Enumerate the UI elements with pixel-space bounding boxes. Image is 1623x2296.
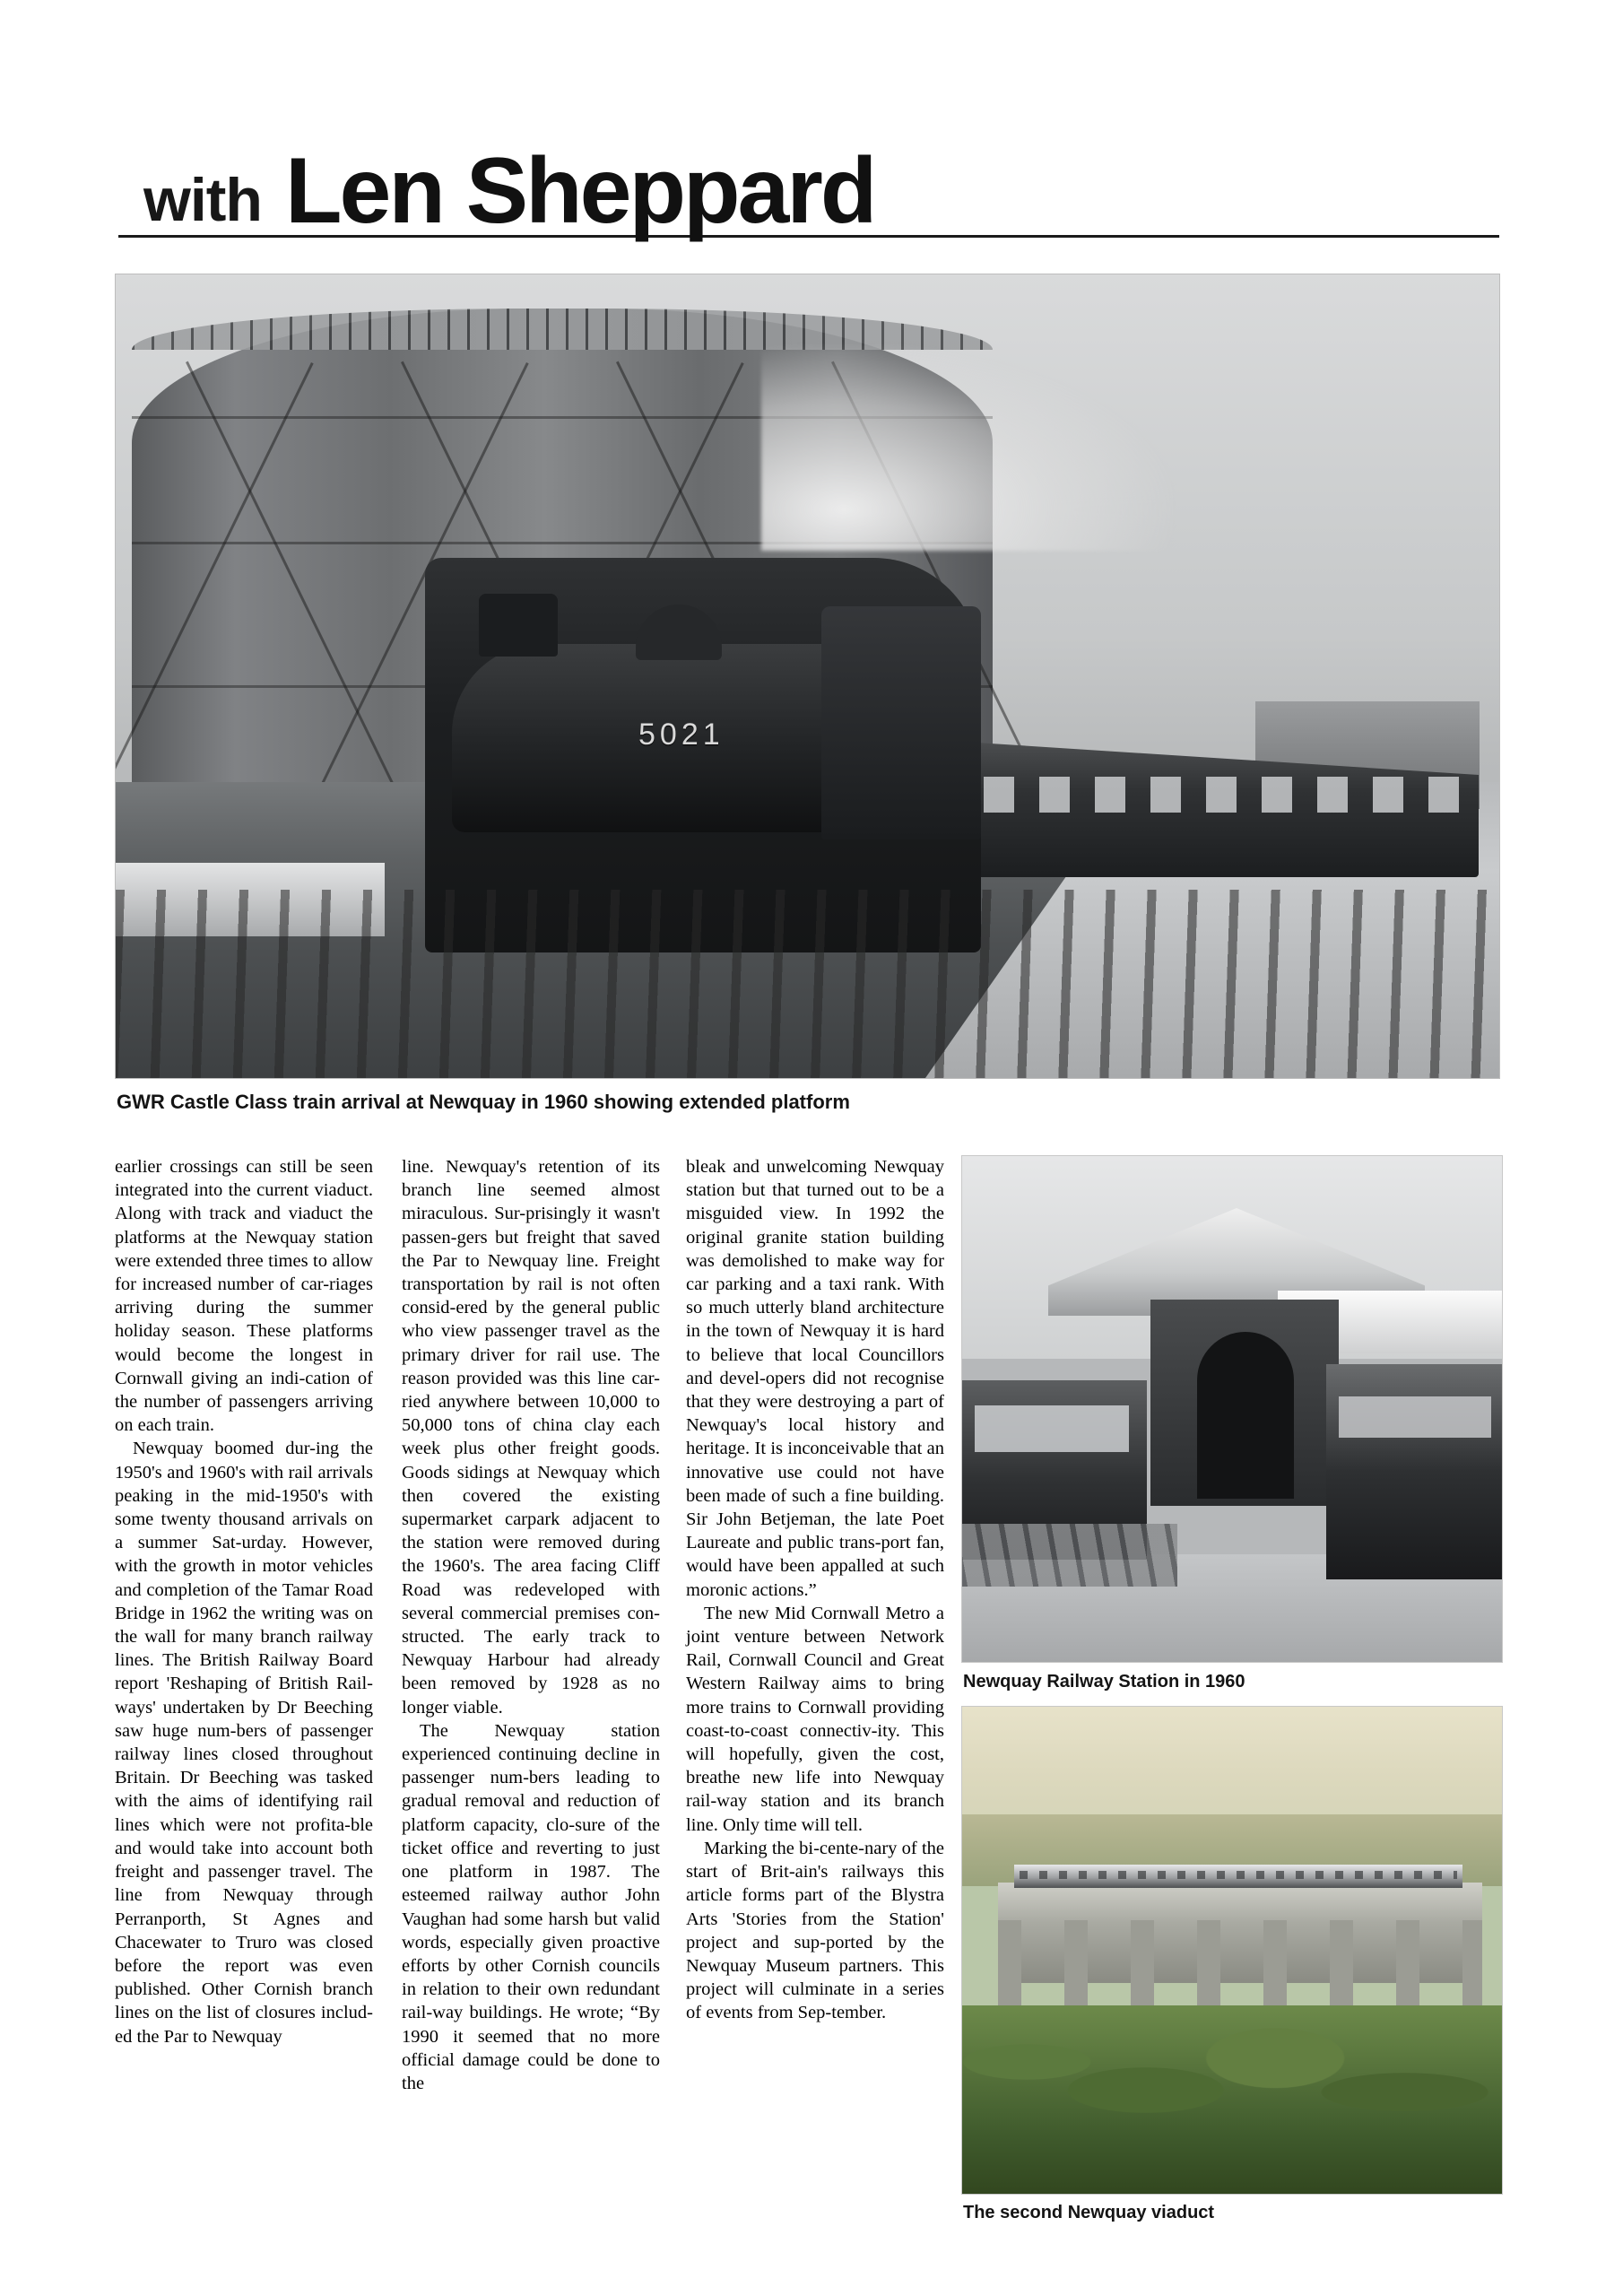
paragraph: The Newquay station experienced continuing decline in passenger num-bers leading to gradual removal and reduction of platform capacity, clo-sure of the ticket office and reverting to just one platform in 1987. The esteemed railway author John Vaughan had some harsh but valid words, especially given proactive efforts by other Cornish councils in relation to their own redundant rail-way buildings. He wrote; “By 1990 it seemed that no more official damage could be done to the [402, 1720, 660, 2093]
locomotive-number-plate: 5021 [638, 718, 725, 752]
viaduct-photo-caption: The second Newquay viaduct [963, 2203, 1215, 2222]
viaduct-train [1014, 1865, 1462, 1888]
locomotive-dome [636, 604, 722, 660]
hero-photo-caption: GWR Castle Class train arrival at Newquay in 1960 showing extended platform [117, 1091, 850, 1113]
page-masthead [118, 135, 1499, 244]
station-photo-caption: Newquay Railway Station in 1960 [963, 1672, 1245, 1692]
railcar-windows-left [975, 1405, 1129, 1452]
station-track [962, 1524, 1177, 1587]
paragraph: Newquay boomed dur-ing the 1950's and 1960's with rail arrivals peaking in the mid-1950's with some twenty thousand arrivals on a summer Sat-urday. However, with the growth in motor vehicles and completion of the Tamar Road Bridge in 1962 the writing was on the wall for many branch railway lines. The British Railway Board report 'Reshaping of British Rail-ways' undertaken by Dr Beeching saw huge num-bers of passenger railway lines closed throughout Britain. Dr Beeching was tasked with the aims of identifying rail lines which were not profita-ble and would take into account both freight and passenger travel. The line from Newquay through Perranporth, St Agnes and Chacewater to Truro was closed before the report was even published. Other Cornish branch lines on the list of closures includ-ed the Par to Newquay [115, 1439, 373, 2047]
photo-newquay-station [961, 1155, 1503, 1663]
body-column-2 [402, 1155, 660, 2095]
paragraph: The new Mid Cornwall Metro a joint venture between Network Rail, Cornwall Council and Great Western Railway aims to bring more trains to Cornwall providing coast-to-coast connectiv-ity. This will hopefully, given the cost, breathe new life into Newquay rail-way station and its branch line. Only time will tell. [686, 1603, 944, 1835]
masthead-author-name: Len Sheppard [284, 139, 875, 244]
photo-newquay-viaduct [961, 1706, 1503, 2195]
paragraph: earlier crossings can still be seen integrated into the current viaduct. Along with track and viaduct the platforms at the Newquay station were extended three times to allow for increased number of car-riages arriving during the summer holiday season. These platforms would become the longest in Cornwall giving an indi-cation of the number of passengers arriving on each train. [115, 1157, 373, 1436]
hero-photo-steam-train [115, 274, 1500, 1079]
paragraph: Marking the bi-cente-nary of the start of Brit-ain's railways this article forms part of the Blystra Arts 'Stories from the Station' project and sup-ported by the Newquay Museum partners. This project will culminate in a series of events from Sep-tember. [686, 1838, 944, 2023]
locomotive-cab [821, 606, 981, 839]
station-archway [1197, 1332, 1294, 1499]
railway-track [116, 890, 1499, 1078]
paragraph: bleak and unwelcoming Newquay station but that turned out to be a misguided view. In 1992 the original granite station building was demolished to make way for car parking and a taxi rank. With so much utterly bland architecture in the town of Newquay it is hard to believe that local Councillors and devel-opers did not recognise that they were destroying a part of Newquay's local history and heritage. It is inconceivable that an innovative use could not have been made of such a fine building. Sir John Betjeman, the late Poet Laureate and public trans-port fan, would have been appalled at such moronic actions.” [686, 1157, 944, 1600]
locomotive-chimney [479, 594, 558, 657]
paragraph: line. Newquay's retention of its branch line seemed almost miraculous. Sur-prisingly it wasn't passen-gers but freight that saved the Par to Newquay line. Freight transportation by rail is not often consid-ered by the general public who view passenger travel as the primary driver for rail use. The reason provided was this line car-ried anywhere between 10,000 to 50,000 tons of china clay each week plus other freight goods. Goods sidings at Newquay which then covered the existing supermarket carpark adjacent to the station were removed during the 1960's. The area facing Cliff Road was redeveloped with several commercial premises con-structed. The early track to Newquay Harbour had already been removed by 1928 as no longer viable. [402, 1157, 660, 1718]
coach-windows [984, 777, 1466, 813]
body-column-1 [115, 1155, 373, 2048]
masthead-with-word: with [143, 166, 262, 235]
locomotive-smoke [761, 344, 1174, 551]
train-windows-right [1339, 1396, 1491, 1438]
viaduct-valley-trees [962, 2005, 1502, 2194]
body-column-3 [686, 1155, 944, 2025]
